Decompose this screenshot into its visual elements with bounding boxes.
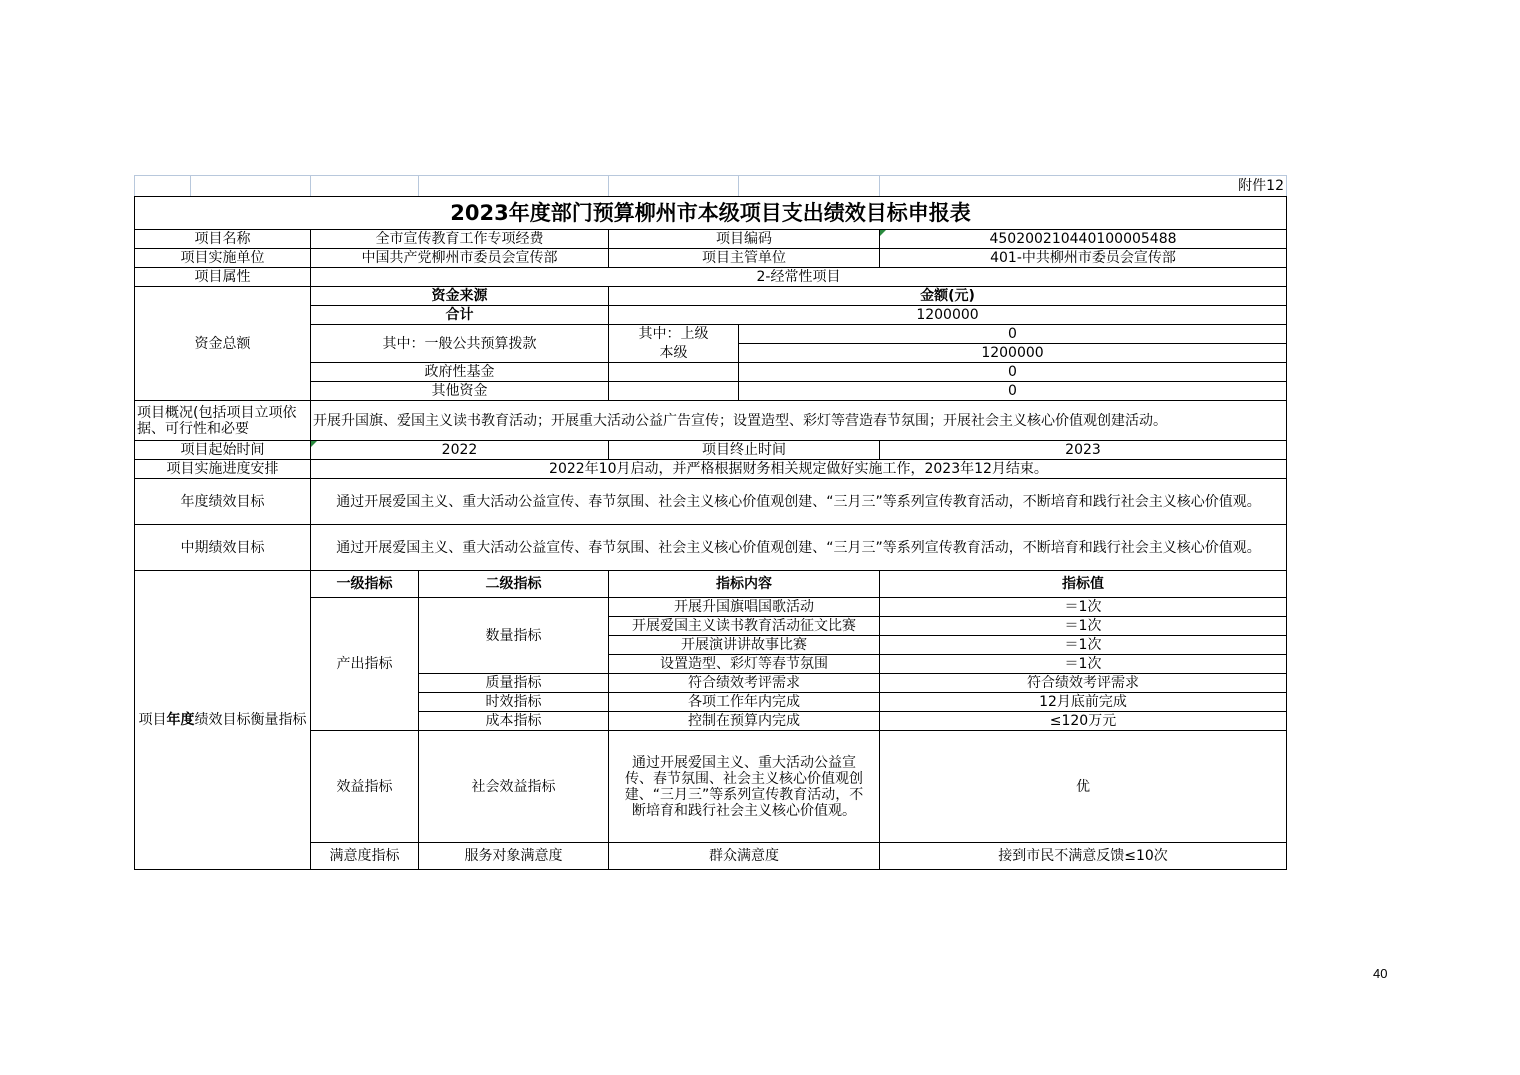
social-benefit-value: 优 — [880, 731, 1287, 843]
project-attr-value: 2-经常性项目 — [311, 268, 1287, 287]
satisfaction-indicator-label: 满意度指标 — [311, 843, 419, 870]
timeliness-content: 各项工作年内完成 — [609, 693, 880, 712]
quantity-content: 开展升国旗唱国歌活动 — [609, 598, 880, 617]
page-number: 40 — [1373, 966, 1388, 981]
funds-source-header: 资金来源 — [311, 287, 609, 306]
funds-upper-label: 其中：上级 — [609, 325, 739, 344]
overview-label: 项目概况(包括项目立项依据、可行性和必要 — [135, 401, 311, 441]
benefit-indicator-label: 效益指标 — [311, 731, 419, 843]
end-time-value: 2023 — [880, 441, 1287, 460]
overview-text: 开展升国旗、爱国主义读书教育活动；开展重大活动公益广告宣传；设置造型、彩灯等营造春节氛围；开展社会主义核心价值观创建活动。 — [311, 401, 1287, 441]
output-indicator-label: 产出指标 — [311, 598, 419, 731]
funds-amount-header: 金额(元) — [609, 287, 1287, 306]
mid-goal-text: 通过开展爱国主义、重大活动公益宣传、春节氛围、社会主义核心价值观创建、“三月三”等系列宣传教育活动，不断培育和践行社会主义核心价值观。 — [311, 525, 1287, 571]
page-title: 2023年度部门预算柳州市本级项目支出绩效目标申报表 — [135, 197, 1287, 230]
satisfaction-content: 群众满意度 — [609, 843, 880, 870]
timeliness-value: 12月底前完成 — [880, 693, 1287, 712]
funds-other-value: 0 — [739, 382, 1287, 401]
cost-value: ≤120万元 — [880, 712, 1287, 731]
funds-sum-value: 1200000 — [609, 306, 1287, 325]
quality-indicator-label: 质量指标 — [419, 674, 609, 693]
funds-other-label: 其他资金 — [311, 382, 609, 401]
funds-upper-value: 0 — [739, 325, 1287, 344]
project-attr-label: 项目属性 — [135, 268, 311, 287]
funds-local-value: 1200000 — [739, 344, 1287, 363]
schedule-label: 项目实施进度安排 — [135, 460, 311, 479]
indicator-section-label: 项目年度绩效目标衡量指标 — [135, 571, 311, 870]
quantity-value: ＝1次 — [880, 655, 1287, 674]
funds-gov-value: 0 — [739, 363, 1287, 382]
annual-goal-text: 通过开展爱国主义、重大活动公益宣传、春节氛围、社会主义核心价值观创建、“三月三”等系列宣传教育活动，不断培育和践行社会主义核心价值观。 — [311, 479, 1287, 525]
social-benefit-content: 通过开展爱国主义、重大活动公益宣传、春节氛围、社会主义核心价值观创建、“三月三”等系列宣传教育活动，不断培育和践行社会主义核心价值观。 — [609, 731, 880, 843]
header-value: 指标值 — [880, 571, 1287, 598]
cost-content: 控制在预算内完成 — [609, 712, 880, 731]
schedule-text: 2022年10月启动，并严格根据财务相关规定做好实施工作，2023年12月结束。 — [311, 460, 1287, 479]
start-time-value: 2022 — [311, 441, 609, 460]
quality-content: 符合绩效考评需求 — [609, 674, 880, 693]
performance-target-table — [134, 175, 1287, 870]
annual-goal-label: 年度绩效目标 — [135, 479, 311, 525]
quantity-indicator-label: 数量指标 — [419, 598, 609, 674]
project-name-value: 全市宣传教育工作专项经费 — [311, 230, 609, 249]
start-time-label: 项目起始时间 — [135, 441, 311, 460]
quantity-value: ＝1次 — [880, 636, 1287, 655]
project-supervisor-label: 项目主管单位 — [609, 249, 880, 268]
attachment-label: 附件12 — [880, 176, 1287, 197]
header-level1: 一级指标 — [311, 571, 419, 598]
quality-value: 符合绩效考评需求 — [880, 674, 1287, 693]
quantity-value: ＝1次 — [880, 598, 1287, 617]
project-code-label: 项目编码 — [609, 230, 880, 249]
quantity-content: 开展演讲讲故事比赛 — [609, 636, 880, 655]
funds-sum-label: 合计 — [311, 306, 609, 325]
funds-local-label: 本级 — [609, 344, 739, 363]
cost-indicator-label: 成本指标 — [419, 712, 609, 731]
header-level2: 二级指标 — [419, 571, 609, 598]
social-benefit-label: 社会效益指标 — [419, 731, 609, 843]
project-code-value: 450200210440100005488 — [880, 230, 1287, 249]
project-unit-label: 项目实施单位 — [135, 249, 311, 268]
timeliness-indicator-label: 时效指标 — [419, 693, 609, 712]
quantity-content: 设置造型、彩灯等春节氛围 — [609, 655, 880, 674]
service-satisfaction-label: 服务对象满意度 — [419, 843, 609, 870]
project-name-label: 项目名称 — [135, 230, 311, 249]
end-time-label: 项目终止时间 — [609, 441, 880, 460]
header-content: 指标内容 — [609, 571, 880, 598]
satisfaction-value: 接到市民不满意反馈≤10次 — [880, 843, 1287, 870]
mid-goal-label: 中期绩效目标 — [135, 525, 311, 571]
funds-general-label: 其中：一般公共预算拨款 — [311, 325, 609, 363]
quantity-content: 开展爱国主义读书教育活动征文比赛 — [609, 617, 880, 636]
funds-gov-label: 政府性基金 — [311, 363, 609, 382]
funds-total-label: 资金总额 — [135, 287, 311, 401]
project-supervisor-value: 401-中共柳州市委员会宣传部 — [880, 249, 1287, 268]
quantity-value: ＝1次 — [880, 617, 1287, 636]
project-unit-value: 中国共产党柳州市委员会宣传部 — [311, 249, 609, 268]
